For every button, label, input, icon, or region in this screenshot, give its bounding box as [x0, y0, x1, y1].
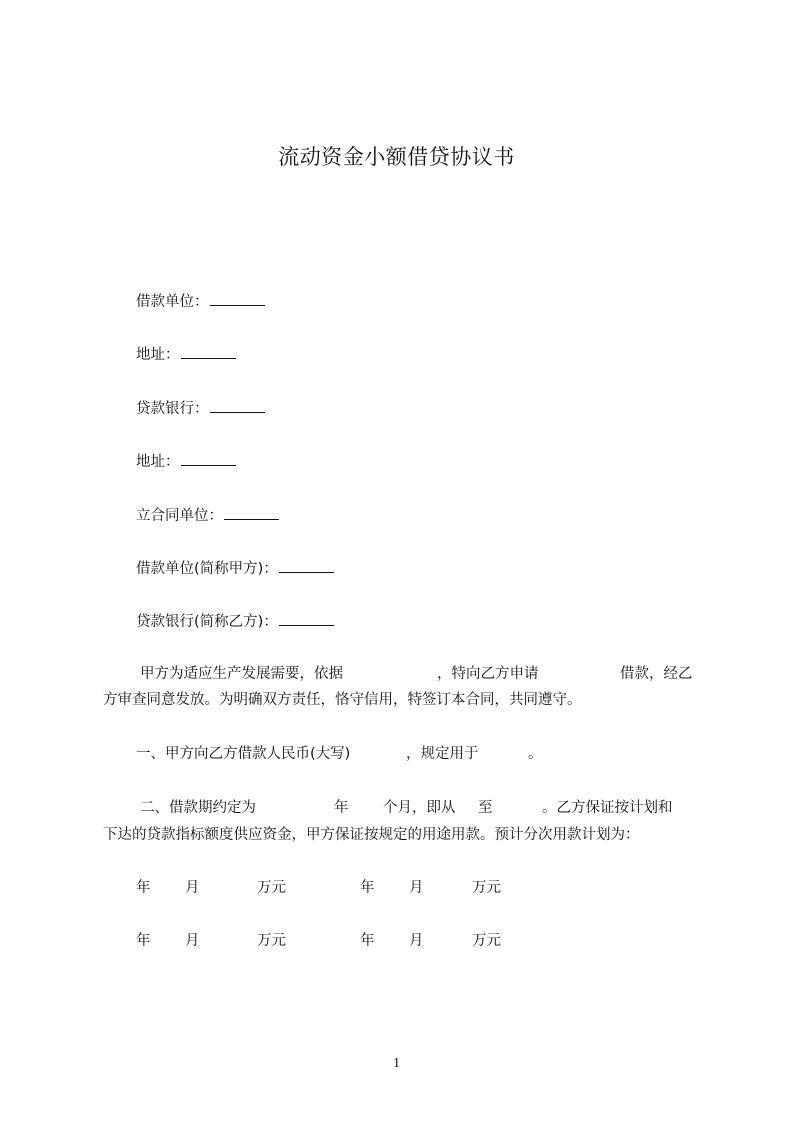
field-contracting-party [136, 505, 279, 526]
plan-month: 月 [185, 933, 200, 949]
field-borrower [136, 291, 265, 312]
field-party-a [136, 558, 334, 579]
preamble-line-2: 方审查同意发放。为明确双方责任，恪守信用，特签订本合同，共同遵守。 [103, 692, 582, 708]
field-label: 借款单位： [136, 294, 209, 310]
blank-line[interactable] [181, 344, 236, 359]
blank-line[interactable] [279, 611, 334, 626]
page-number: 1 [393, 1056, 400, 1071]
blank-line[interactable] [224, 505, 279, 520]
clause2-part-3: 个月，即从 [383, 800, 456, 816]
field-lending-bank [136, 398, 265, 419]
clause2-part-5: 。乙方保证按计划和 [542, 800, 673, 816]
clause2-part-2: 年 [334, 800, 349, 816]
blank-line[interactable] [181, 451, 236, 466]
preamble-part-3: 借款，经乙 [620, 666, 693, 682]
plan-month: 月 [409, 880, 424, 896]
field-party-b [136, 611, 334, 632]
plan-month: 月 [185, 880, 200, 896]
plan-amount-unit: 万元 [472, 933, 501, 949]
clause2-part-4: 至 [478, 800, 493, 816]
plan-year: 年 [136, 880, 151, 896]
field-borrower-address [136, 344, 236, 365]
preamble-part-2: ，特向乙方申请 [437, 666, 539, 682]
plan-year: 年 [136, 933, 151, 949]
field-label: 地址： [136, 347, 180, 363]
clause1-part-1: 一、甲方向乙方借款人民币(大写) [136, 746, 351, 762]
clause2-line-2: 下达的贷款指标额度供应资金，甲方保证按规定的用途用款。预计分次用款计划为： [103, 827, 640, 843]
field-label: 借款单位(简称甲方)： [136, 561, 278, 577]
field-label: 立合同单位： [136, 508, 223, 524]
plan-amount-unit: 万元 [257, 933, 286, 949]
field-label: 贷款银行： [136, 401, 209, 417]
field-label: 地址： [136, 454, 180, 470]
blank-line[interactable] [210, 291, 265, 306]
preamble-part-1: 甲方为适应生产发展需要，依据 [140, 666, 343, 682]
clause2-part-1: 二、借款期约定为 [140, 800, 256, 816]
plan-amount-unit: 万元 [257, 880, 286, 896]
plan-year: 年 [360, 880, 375, 896]
clause1-part-3: 。 [528, 746, 543, 762]
document-title: 流动资金小额借贷协议书 [278, 145, 515, 169]
field-label: 贷款银行(简称乙方)： [136, 614, 278, 630]
plan-year: 年 [360, 933, 375, 949]
plan-month: 月 [409, 933, 424, 949]
blank-line[interactable] [279, 558, 334, 573]
field-bank-address [136, 451, 236, 472]
clause1-part-2: ，规定用于 [406, 746, 479, 762]
blank-line[interactable] [210, 398, 265, 413]
plan-amount-unit: 万元 [472, 880, 501, 896]
